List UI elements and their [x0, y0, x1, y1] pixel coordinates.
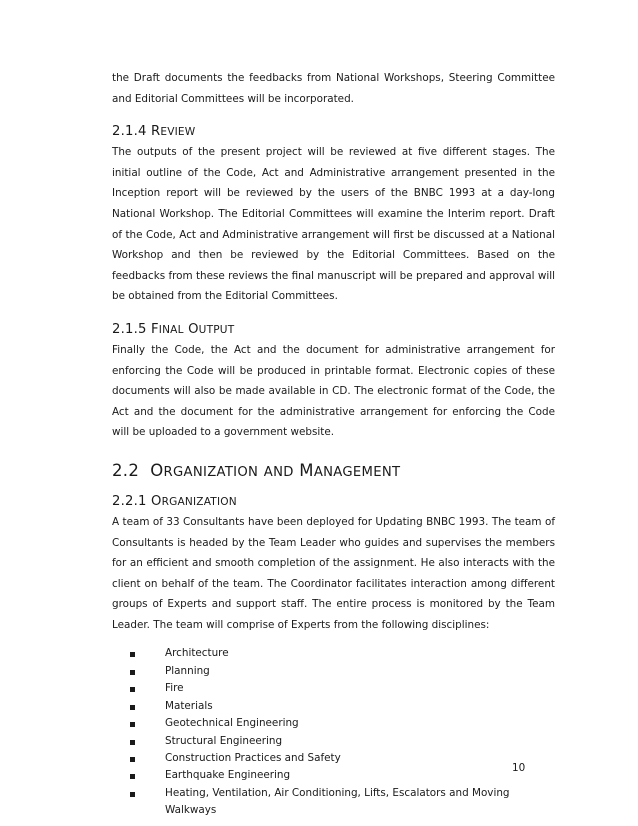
bullet-marker	[130, 705, 135, 710]
list-item-label: Materials	[165, 699, 213, 712]
page-number: 10	[512, 762, 526, 774]
list-item-label: Planning	[165, 664, 210, 677]
list-item-label: Geotechnical Engineering	[165, 717, 299, 730]
bullet-marker	[130, 757, 135, 762]
organization-heading	[112, 494, 555, 509]
review-heading-initial: R	[150, 124, 161, 140]
section-heading-word-2: AND	[263, 464, 294, 480]
final-output-paragraph: Finally the Code, the Act and the document for administrative arrangement for enforcing the Code will be produced in printable format. Electronic copies of these documents will also be made available in CD. The electronic format of the Code, the Act and the document for the administrative arrangement for enforcing the Code will be uploaded to a government website.	[112, 343, 555, 439]
bullet-marker	[130, 722, 135, 727]
list-item-label: Heating, Ventilation, Air Conditioning, Lifts, Escalators and Moving Walkways	[165, 786, 510, 817]
list-item-label: Earthquake Engineering	[165, 769, 291, 782]
intro-paragraph: the Draft documents the feedbacks from National Workshops, Steering Committee and Editorial Committees will be incorporated.	[112, 72, 555, 105]
list-item	[112, 645, 555, 662]
list-item	[112, 767, 555, 784]
final-output-heading-rest-1: INAL	[158, 323, 184, 336]
section-heading	[112, 461, 555, 480]
list-item-label: Structural Engineering	[165, 734, 283, 747]
section-heading-rest-1: RGANIZATION	[163, 464, 259, 480]
review-heading-number: 2.1.4	[112, 124, 147, 140]
section-heading-rest-3: ANAGEMENT	[313, 464, 401, 480]
section-heading-initial-1: O	[150, 460, 164, 480]
discipline-list	[112, 645, 555, 819]
bullet-marker	[130, 792, 135, 797]
list-item	[112, 663, 555, 680]
page-content	[112, 68, 555, 820]
final-output-heading-rest-2: UTPUT	[198, 323, 235, 336]
list-item-label: Architecture	[165, 647, 229, 660]
organization-heading-rest: RGANIZATION	[161, 495, 237, 508]
bullet-marker	[130, 740, 135, 745]
review-paragraph: The outputs of the present project will be reviewed at five different stages. The initial outline of the Code, Act and Administrative arrangement presented in the Inception report will be reviewed by the users of the BNBC 1993 at a day-long National Workshop. The Editorial Committees will examine the Interim report. Draft of the Code, Act and Administrative arrangement will first be discussed at a National Workshop and then be reviewed by the Editorial Committees. Based on the feedbacks from these reviews the final manuscript will be prepared and approval will be obtained from the Editorial Committees.	[112, 146, 555, 303]
list-item	[112, 715, 555, 732]
final-output-heading-initial-2: O	[188, 321, 199, 337]
bullet-marker	[130, 670, 135, 675]
final-output-heading	[112, 322, 555, 337]
section-heading-initial-3: M	[299, 460, 314, 480]
final-output-heading-number: 2.1.5	[112, 321, 147, 337]
organization-heading-initial: O	[150, 493, 162, 509]
list-item-label: Construction Practices and Safety	[165, 751, 341, 764]
review-heading-rest: EVIEW	[160, 126, 196, 139]
list-item	[112, 733, 555, 750]
bullet-marker	[130, 687, 135, 692]
list-item	[112, 698, 555, 715]
organization-heading-number: 2.2.1	[112, 493, 147, 509]
list-item	[112, 680, 555, 697]
bullet-marker	[130, 652, 135, 657]
organization-paragraph: A team of 33 Consultants have been deployed for Updating BNBC 1993. The team of Consultants is headed by the Team Leader who guides and supervises the members for an efficient and smooth completion of the assignment. He also interacts with the client on behalf of the team. The Coordinator facilitates interaction among different groups of Experts and support staff. The entire process is monitored by the Team Leader. The team will comprise of Experts from the following disciplines:	[112, 515, 555, 631]
list-item-label: Fire	[165, 682, 184, 695]
final-output-heading-initial-1: F	[150, 321, 159, 337]
bullet-marker	[130, 774, 135, 779]
section-heading-number: 2.2	[112, 460, 140, 480]
review-heading	[112, 124, 555, 139]
list-item	[112, 750, 555, 767]
list-item	[112, 785, 555, 820]
